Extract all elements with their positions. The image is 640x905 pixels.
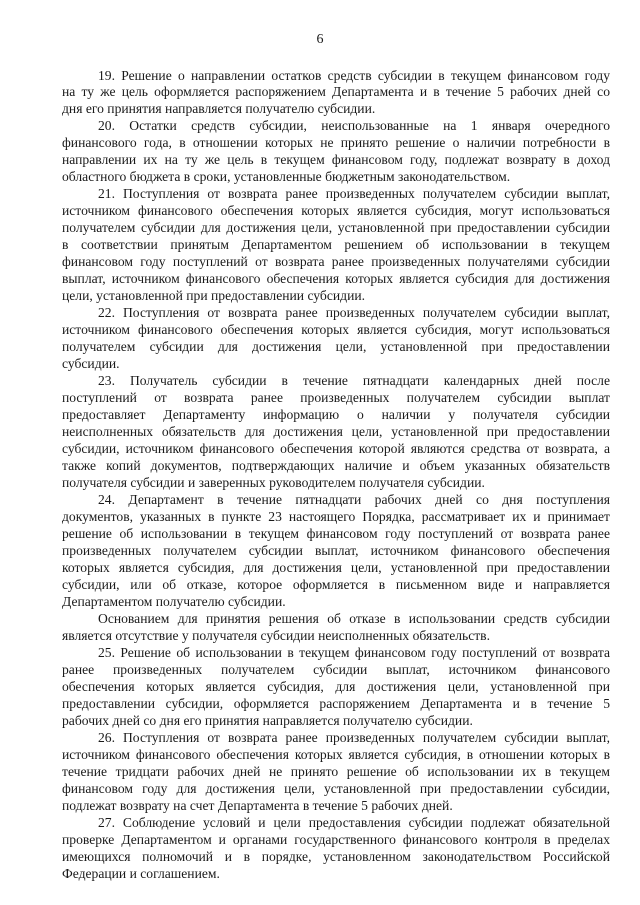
- text-line: Департаментом получателю субсидии.: [62, 594, 286, 609]
- text-line: 26. Поступления от возврата ранее произведенных получателем субсидии выплат,: [98, 730, 610, 745]
- text-line: Федерации и соглашением.: [62, 866, 220, 881]
- text-line: дня его принятия направляется получателю субсидии.: [62, 101, 376, 116]
- text-line: 22. Поступления от возврата ранее произведенных получателем субсидии выплат,: [98, 305, 610, 320]
- text-line: субсидии.: [62, 356, 120, 371]
- text-line: 19. Решение о направлении остатков средств субсидии в текущем финансовом году: [98, 68, 610, 83]
- text-line: имеющихся полномочий и в порядке, установленном законодательством Российской: [62, 849, 610, 864]
- text-line: финансового года, в отношении которых не принято решение о наличии потребности в: [62, 135, 610, 150]
- text-line: финансовом году поступлений от возврата ранее произведенных получателями субсидии: [62, 254, 610, 269]
- text-line: финансовом году для достижения цели, установленной при предоставлении субсидии,: [62, 781, 610, 796]
- page-number: 6: [316, 32, 324, 47]
- text-line: получателем субсидии для достижения цели, установленной при предоставлении субсидии: [62, 220, 610, 235]
- text-line: подлежат возврату на счет Департамента в течение 5 рабочих дней.: [62, 798, 453, 813]
- text-line: 23. Получатель субсидии в течение пятнадцати календарных дней после: [98, 373, 610, 388]
- text-line: решение об использовании в текущем финансовом году поступлений от возврата ранее: [62, 526, 610, 541]
- text-line: произведенных получателем субсидии выплат, источником финансового обеспечения: [62, 543, 610, 558]
- text-line: источником финансового обеспечения которых является субсидия, могут использоваться: [62, 203, 610, 218]
- text-line: предоставляет Департаменту информацию о наличии у получателя субсидии: [62, 407, 610, 422]
- text-line: направлении их на ту же цель в текущем финансовом году, подлежат возврату в доход: [62, 152, 610, 167]
- text-line: получателем субсидии для достижения цели, установленной при предоставлении: [62, 339, 610, 354]
- text-line: источником финансового обеспечения которых является субсидия, могут использоваться: [62, 322, 610, 337]
- text-line: является отсутствие у получателя субсидии неисполненных обязательств.: [62, 628, 490, 643]
- text-line: 27. Соблюдение условий и цели предоставления субсидии подлежат обязательной: [98, 815, 610, 830]
- text-line: субсидии, или об отказе, которое оформляется в письменном виде и направляется: [62, 577, 610, 592]
- text-line: в соответствии принятым Департаментом решением об использовании в текущем: [62, 237, 610, 252]
- text-line: 20. Остатки средств субсидии, неиспользованные на 1 января очередного: [98, 118, 610, 133]
- text-line: предоставлении субсидии, оформляется распоряжением Департамента и в течение 5: [62, 696, 610, 711]
- text-line: течение тридцати рабочих дней не принято решение об использовании их в текущем: [62, 764, 610, 779]
- text-line: на ту же цель оформляется распоряжением Департамента и в течение 5 рабочих дней со: [62, 84, 610, 99]
- text-line: проверке Департаментом и органами государственного финансового контроля в пределах: [62, 832, 610, 847]
- text-line: областного бюджета в сроки, установленные бюджетным законодательством.: [62, 169, 511, 184]
- text-line: которых является субсидия, для достижения цели, установленной при предоставлении: [62, 560, 610, 575]
- text-line: Основанием для принятия решения об отказе в использовании средств субсидии: [98, 611, 610, 626]
- text-line: 24. Департамент в течение пятнадцати рабочих дней со дня поступления: [98, 492, 610, 507]
- text-line: 25. Решение об использовании в текущем финансовом году поступлений от возврата: [98, 645, 610, 660]
- text-line: документов, указанных в пункте 23 настоящего Порядка, рассматривает их и принимает: [62, 509, 610, 524]
- text-line: ранее произведенных получателем субсидии выплат, источником финансового: [62, 662, 610, 677]
- text-line: обеспечения которых является субсидия, для достижения цели, установленной при: [62, 679, 610, 694]
- text-line: также копий документов, подтверждающих наличие и объем указанных обязательств: [62, 458, 610, 473]
- text-line: 21. Поступления от возврата ранее произведенных получателем субсидии выплат,: [98, 186, 610, 201]
- text-line: неисполненных обязательств для достижения цели, установленной при предоставлении: [62, 424, 610, 439]
- text-line: цели, установленной при предоставлении субсидии.: [62, 288, 366, 303]
- text-line: поступлений от возврата ранее произведенных получателем субсидии выплат: [62, 390, 610, 405]
- text-line: получателя субсидии и заверенных руководителем получателя субсидии.: [62, 475, 485, 490]
- text-line: рабочих дней со дня его принятия направляется получателю субсидии.: [62, 713, 473, 728]
- text-line: источником финансового обеспечения которых является субсидия, в отношении которых в: [62, 747, 610, 762]
- text-line: выплат, источником финансового обеспечения которых является субсидия для достижения: [62, 271, 610, 286]
- text-line: субсидии, источником финансового обеспечения которой являются средства от возврата, а: [62, 441, 610, 456]
